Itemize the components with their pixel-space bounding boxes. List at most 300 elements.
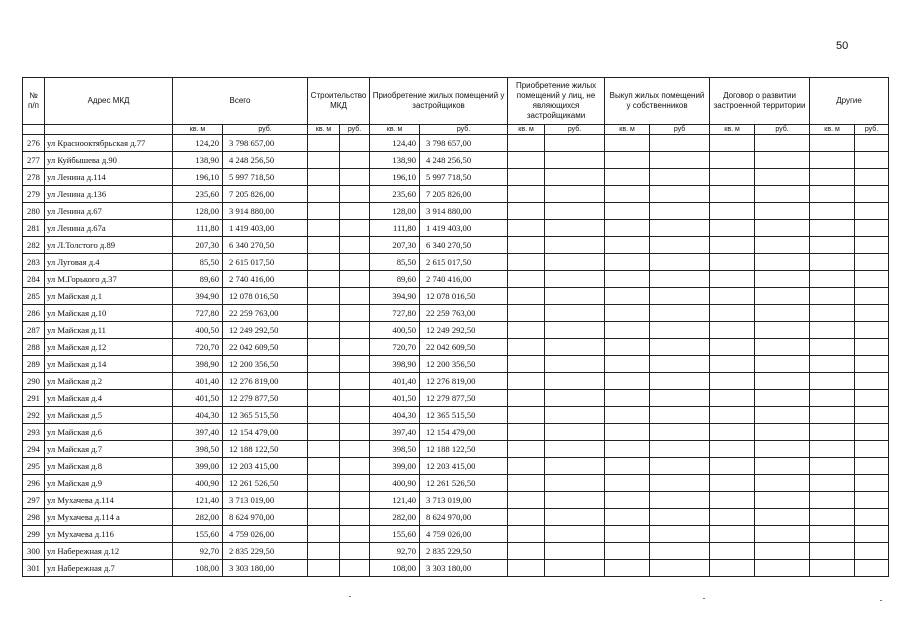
row-other-area bbox=[810, 203, 855, 220]
row-address: ул Л.Толстого д.89 bbox=[45, 237, 173, 254]
row-buyout-sum bbox=[650, 390, 710, 407]
row-total-sum: 4 248 256,50 bbox=[223, 152, 308, 169]
row-total-sum: 4 759 026,00 bbox=[223, 526, 308, 543]
row-nondev-area bbox=[508, 339, 545, 356]
table-row bbox=[23, 220, 889, 237]
row-construction-sum bbox=[340, 339, 370, 356]
row-agreement-area bbox=[710, 271, 755, 288]
row-total-sum: 3 798 657,00 bbox=[223, 135, 308, 152]
row-number: 294 bbox=[23, 441, 45, 458]
row-agreement-sum bbox=[755, 169, 810, 186]
row-buyout-area bbox=[605, 152, 650, 169]
row-purchase-area: 128,00 bbox=[370, 203, 420, 220]
row-purchase-sum: 12 154 479,00 bbox=[420, 424, 508, 441]
row-agreement-sum bbox=[755, 322, 810, 339]
unit-sqm: кв. м bbox=[308, 125, 340, 135]
row-other-sum bbox=[855, 458, 889, 475]
row-buyout-area bbox=[605, 322, 650, 339]
row-total-area: 400,90 bbox=[173, 475, 223, 492]
row-purchase-area: 196,10 bbox=[370, 169, 420, 186]
row-buyout-area bbox=[605, 526, 650, 543]
row-other-area bbox=[810, 390, 855, 407]
row-agreement-sum bbox=[755, 237, 810, 254]
row-purchase-area: 89,60 bbox=[370, 271, 420, 288]
row-address: ул Краснооктябрьская д.77 bbox=[45, 135, 173, 152]
row-address: ул Майская д.5 bbox=[45, 407, 173, 424]
row-construction-sum bbox=[340, 356, 370, 373]
row-buyout-area bbox=[605, 135, 650, 152]
row-nondev-sum bbox=[545, 509, 605, 526]
row-address: ул Майская д.2 bbox=[45, 373, 173, 390]
row-construction-area bbox=[308, 560, 340, 577]
row-agreement-sum bbox=[755, 152, 810, 169]
row-construction-sum bbox=[340, 254, 370, 271]
row-total-area: 89,60 bbox=[173, 271, 223, 288]
row-nondev-sum bbox=[545, 305, 605, 322]
row-total-area: 207,30 bbox=[173, 237, 223, 254]
row-purchase-area: 400,50 bbox=[370, 322, 420, 339]
row-nondev-sum bbox=[545, 220, 605, 237]
row-purchase-sum: 12 078 016,50 bbox=[420, 288, 508, 305]
row-total-area: 121,40 bbox=[173, 492, 223, 509]
header-address: Адрес МКД bbox=[45, 78, 173, 125]
row-other-area bbox=[810, 356, 855, 373]
row-number: 291 bbox=[23, 390, 45, 407]
row-construction-area bbox=[308, 305, 340, 322]
row-buyout-area bbox=[605, 254, 650, 271]
row-construction-sum bbox=[340, 152, 370, 169]
row-agreement-area bbox=[710, 424, 755, 441]
row-purchase-sum: 5 997 718,50 bbox=[420, 169, 508, 186]
row-construction-sum bbox=[340, 543, 370, 560]
row-purchase-sum: 12 203 415,00 bbox=[420, 458, 508, 475]
header-other: Другие bbox=[810, 78, 889, 125]
row-construction-area bbox=[308, 373, 340, 390]
row-buyout-sum bbox=[650, 560, 710, 577]
row-nondev-sum bbox=[545, 356, 605, 373]
row-nondev-area bbox=[508, 407, 545, 424]
row-total-area: 138,90 bbox=[173, 152, 223, 169]
row-other-sum bbox=[855, 339, 889, 356]
row-total-sum: 1 419 403,00 bbox=[223, 220, 308, 237]
row-total-sum: 2 835 229,50 bbox=[223, 543, 308, 560]
row-other-sum bbox=[855, 543, 889, 560]
row-purchase-sum: 12 365 515,50 bbox=[420, 407, 508, 424]
row-number: 286 bbox=[23, 305, 45, 322]
row-total-area: 727,80 bbox=[173, 305, 223, 322]
row-purchase-sum: 3 303 180,00 bbox=[420, 560, 508, 577]
row-buyout-sum bbox=[650, 356, 710, 373]
table-row bbox=[23, 169, 889, 186]
row-construction-area bbox=[308, 135, 340, 152]
row-buyout-area bbox=[605, 356, 650, 373]
row-nondev-area bbox=[508, 305, 545, 322]
row-address: ул Набережная д.7 bbox=[45, 560, 173, 577]
row-number: 280 bbox=[23, 203, 45, 220]
row-number: 281 bbox=[23, 220, 45, 237]
row-construction-area bbox=[308, 424, 340, 441]
row-buyout-sum bbox=[650, 475, 710, 492]
row-buyout-sum bbox=[650, 288, 710, 305]
row-purchase-area: 124,40 bbox=[370, 135, 420, 152]
row-buyout-sum bbox=[650, 543, 710, 560]
row-buyout-area bbox=[605, 441, 650, 458]
row-number: 296 bbox=[23, 475, 45, 492]
row-construction-sum bbox=[340, 373, 370, 390]
row-agreement-area bbox=[710, 492, 755, 509]
row-total-sum: 3 914 880,00 bbox=[223, 203, 308, 220]
row-nondev-area bbox=[508, 271, 545, 288]
row-total-sum: 2 740 416,00 bbox=[223, 271, 308, 288]
table-row bbox=[23, 390, 889, 407]
row-total-area: 128,00 bbox=[173, 203, 223, 220]
row-other-area bbox=[810, 509, 855, 526]
table-row bbox=[23, 526, 889, 543]
row-address: ул Набережная д.12 bbox=[45, 543, 173, 560]
row-other-sum bbox=[855, 271, 889, 288]
row-buyout-sum bbox=[650, 169, 710, 186]
row-construction-area bbox=[308, 475, 340, 492]
row-purchase-sum: 7 205 826,00 bbox=[420, 186, 508, 203]
row-total-area: 282,00 bbox=[173, 509, 223, 526]
row-construction-sum bbox=[340, 237, 370, 254]
unit-sqm: кв. м bbox=[710, 125, 755, 135]
row-buyout-sum bbox=[650, 186, 710, 203]
row-buyout-sum bbox=[650, 526, 710, 543]
row-agreement-sum bbox=[755, 441, 810, 458]
row-buyout-sum bbox=[650, 237, 710, 254]
row-agreement-area bbox=[710, 339, 755, 356]
row-purchase-area: 121,40 bbox=[370, 492, 420, 509]
row-purchase-area: 111,80 bbox=[370, 220, 420, 237]
row-agreement-area bbox=[710, 186, 755, 203]
row-number: 300 bbox=[23, 543, 45, 560]
unit-sqm: кв. м bbox=[173, 125, 223, 135]
row-number: 295 bbox=[23, 458, 45, 475]
row-number: 298 bbox=[23, 509, 45, 526]
row-nondev-sum bbox=[545, 135, 605, 152]
row-construction-sum bbox=[340, 271, 370, 288]
row-buyout-area bbox=[605, 475, 650, 492]
row-nondev-area bbox=[508, 475, 545, 492]
row-address: ул Ленина д.114 bbox=[45, 169, 173, 186]
row-construction-area bbox=[308, 186, 340, 203]
row-purchase-area: 92,70 bbox=[370, 543, 420, 560]
row-purchase-sum: 2 835 229,50 bbox=[420, 543, 508, 560]
row-nondev-sum bbox=[545, 458, 605, 475]
row-buyout-sum bbox=[650, 271, 710, 288]
unit-rub: руб. bbox=[545, 125, 605, 135]
row-other-sum bbox=[855, 288, 889, 305]
row-nondev-area bbox=[508, 322, 545, 339]
row-construction-area bbox=[308, 254, 340, 271]
row-address: ул Майская д.11 bbox=[45, 322, 173, 339]
row-total-area: 401,50 bbox=[173, 390, 223, 407]
row-nondev-area bbox=[508, 152, 545, 169]
row-total-sum: 22 259 763,00 bbox=[223, 305, 308, 322]
row-total-sum: 12 078 016,50 bbox=[223, 288, 308, 305]
row-total-sum: 2 615 017,50 bbox=[223, 254, 308, 271]
row-nondev-sum bbox=[545, 390, 605, 407]
table-row bbox=[23, 424, 889, 441]
row-construction-sum bbox=[340, 203, 370, 220]
row-construction-area bbox=[308, 322, 340, 339]
row-number: 285 bbox=[23, 288, 45, 305]
header-buyout-owners: Выкуп жилых помещений у собственников bbox=[605, 78, 710, 125]
row-total-sum: 22 042 609,50 bbox=[223, 339, 308, 356]
row-buyout-area bbox=[605, 407, 650, 424]
row-agreement-area bbox=[710, 390, 755, 407]
row-buyout-area bbox=[605, 509, 650, 526]
row-nondev-area bbox=[508, 288, 545, 305]
row-agreement-sum bbox=[755, 407, 810, 424]
row-number: 278 bbox=[23, 169, 45, 186]
table-row bbox=[23, 407, 889, 424]
row-nondev-sum bbox=[545, 407, 605, 424]
row-buyout-sum bbox=[650, 254, 710, 271]
row-nondev-area bbox=[508, 237, 545, 254]
row-total-area: 394,90 bbox=[173, 288, 223, 305]
row-other-area bbox=[810, 186, 855, 203]
row-nondev-area bbox=[508, 543, 545, 560]
row-other-sum bbox=[855, 305, 889, 322]
row-number: 288 bbox=[23, 339, 45, 356]
row-nondev-sum bbox=[545, 424, 605, 441]
row-construction-area bbox=[308, 407, 340, 424]
row-buyout-sum bbox=[650, 339, 710, 356]
row-other-sum bbox=[855, 560, 889, 577]
row-nondev-area bbox=[508, 424, 545, 441]
row-purchase-area: 400,90 bbox=[370, 475, 420, 492]
row-construction-sum bbox=[340, 526, 370, 543]
row-nondev-area bbox=[508, 356, 545, 373]
row-address: ул Майская д.10 bbox=[45, 305, 173, 322]
row-agreement-area bbox=[710, 254, 755, 271]
row-nondev-sum bbox=[545, 203, 605, 220]
row-nondev-area bbox=[508, 441, 545, 458]
row-other-area bbox=[810, 322, 855, 339]
row-total-area: 92,70 bbox=[173, 543, 223, 560]
row-agreement-sum bbox=[755, 203, 810, 220]
table-row bbox=[23, 135, 889, 152]
row-other-sum bbox=[855, 152, 889, 169]
row-agreement-area bbox=[710, 475, 755, 492]
row-construction-sum bbox=[340, 441, 370, 458]
row-other-sum bbox=[855, 407, 889, 424]
table-row bbox=[23, 441, 889, 458]
row-purchase-area: 85,50 bbox=[370, 254, 420, 271]
row-buyout-sum bbox=[650, 407, 710, 424]
row-nondev-sum bbox=[545, 152, 605, 169]
table-row bbox=[23, 152, 889, 169]
row-nondev-sum bbox=[545, 373, 605, 390]
row-agreement-sum bbox=[755, 305, 810, 322]
row-agreement-area bbox=[710, 373, 755, 390]
row-construction-area bbox=[308, 509, 340, 526]
row-total-sum: 12 188 122,50 bbox=[223, 441, 308, 458]
row-buyout-sum bbox=[650, 152, 710, 169]
row-purchase-sum: 12 188 122,50 bbox=[420, 441, 508, 458]
row-purchase-area: 155,60 bbox=[370, 526, 420, 543]
table-row bbox=[23, 322, 889, 339]
row-construction-area bbox=[308, 543, 340, 560]
row-nondev-area bbox=[508, 135, 545, 152]
row-nondev-sum bbox=[545, 543, 605, 560]
row-other-sum bbox=[855, 356, 889, 373]
row-address: ул Майская д.8 bbox=[45, 458, 173, 475]
row-construction-area bbox=[308, 288, 340, 305]
row-total-area: 397,40 bbox=[173, 424, 223, 441]
row-purchase-sum: 3 713 019,00 bbox=[420, 492, 508, 509]
row-other-area bbox=[810, 254, 855, 271]
row-nondev-area bbox=[508, 492, 545, 509]
row-construction-sum bbox=[340, 492, 370, 509]
row-purchase-area: 398,50 bbox=[370, 441, 420, 458]
row-nondev-area bbox=[508, 526, 545, 543]
row-number: 299 bbox=[23, 526, 45, 543]
row-buyout-sum bbox=[650, 322, 710, 339]
row-address: ул Луговая д.4 bbox=[45, 254, 173, 271]
row-buyout-area bbox=[605, 305, 650, 322]
row-buyout-area bbox=[605, 543, 650, 560]
row-nondev-sum bbox=[545, 339, 605, 356]
row-address: ул М.Горького д.37 bbox=[45, 271, 173, 288]
row-agreement-sum bbox=[755, 254, 810, 271]
row-buyout-area bbox=[605, 186, 650, 203]
row-total-sum: 12 249 292,50 bbox=[223, 322, 308, 339]
row-purchase-area: 399,00 bbox=[370, 458, 420, 475]
row-other-sum bbox=[855, 424, 889, 441]
row-other-area bbox=[810, 424, 855, 441]
row-other-area bbox=[810, 169, 855, 186]
row-purchase-sum: 2 740 416,00 bbox=[420, 271, 508, 288]
row-buyout-area bbox=[605, 424, 650, 441]
row-nondev-area bbox=[508, 373, 545, 390]
row-agreement-area bbox=[710, 458, 755, 475]
row-other-area bbox=[810, 271, 855, 288]
row-number: 279 bbox=[23, 186, 45, 203]
row-total-sum: 3 303 180,00 bbox=[223, 560, 308, 577]
row-buyout-area bbox=[605, 169, 650, 186]
row-address: ул Майская д.9 bbox=[45, 475, 173, 492]
row-agreement-sum bbox=[755, 271, 810, 288]
row-purchase-sum: 3 798 657,00 bbox=[420, 135, 508, 152]
table-row bbox=[23, 373, 889, 390]
row-total-sum: 6 340 270,50 bbox=[223, 237, 308, 254]
row-purchase-sum: 3 914 880,00 bbox=[420, 203, 508, 220]
row-buyout-sum bbox=[650, 203, 710, 220]
row-purchase-area: 720,70 bbox=[370, 339, 420, 356]
row-total-area: 398,50 bbox=[173, 441, 223, 458]
unit-rub: руб. bbox=[223, 125, 308, 135]
scan-speck bbox=[880, 600, 882, 601]
row-construction-sum bbox=[340, 135, 370, 152]
row-construction-area bbox=[308, 492, 340, 509]
row-other-sum bbox=[855, 441, 889, 458]
row-agreement-sum bbox=[755, 475, 810, 492]
row-purchase-area: 235,60 bbox=[370, 186, 420, 203]
table-row bbox=[23, 186, 889, 203]
row-total-sum: 3 713 019,00 bbox=[223, 492, 308, 509]
row-purchase-sum: 12 279 877,50 bbox=[420, 390, 508, 407]
row-other-area bbox=[810, 220, 855, 237]
row-purchase-sum: 12 261 526,50 bbox=[420, 475, 508, 492]
scan-speck bbox=[703, 598, 705, 599]
row-construction-sum bbox=[340, 390, 370, 407]
row-address: ул Ленина д.67а bbox=[45, 220, 173, 237]
row-buyout-sum bbox=[650, 509, 710, 526]
row-other-area bbox=[810, 560, 855, 577]
unit-rub: руб. bbox=[755, 125, 810, 135]
row-buyout-sum bbox=[650, 424, 710, 441]
row-agreement-sum bbox=[755, 543, 810, 560]
row-purchase-area: 138,90 bbox=[370, 152, 420, 169]
row-address: ул Майская д.12 bbox=[45, 339, 173, 356]
row-other-area bbox=[810, 458, 855, 475]
row-nondev-sum bbox=[545, 288, 605, 305]
row-agreement-area bbox=[710, 169, 755, 186]
row-other-sum bbox=[855, 254, 889, 271]
row-other-sum bbox=[855, 373, 889, 390]
row-construction-area bbox=[308, 152, 340, 169]
table-row bbox=[23, 458, 889, 475]
row-number: 284 bbox=[23, 271, 45, 288]
row-address: ул Майская д.1 bbox=[45, 288, 173, 305]
row-construction-area bbox=[308, 390, 340, 407]
row-total-area: 108,00 bbox=[173, 560, 223, 577]
row-construction-area bbox=[308, 169, 340, 186]
row-construction-area bbox=[308, 441, 340, 458]
row-nondev-sum bbox=[545, 475, 605, 492]
row-nondev-sum bbox=[545, 169, 605, 186]
header-row bbox=[23, 78, 889, 125]
row-number: 293 bbox=[23, 424, 45, 441]
row-total-area: 196,10 bbox=[173, 169, 223, 186]
header-purchase-non-developers: Приобретение жилых помещений у лиц, не являющихся застройщиками bbox=[508, 78, 605, 125]
row-total-sum: 12 154 479,00 bbox=[223, 424, 308, 441]
row-buyout-sum bbox=[650, 492, 710, 509]
row-other-area bbox=[810, 475, 855, 492]
housing-table bbox=[22, 77, 889, 577]
row-purchase-sum: 8 624 970,00 bbox=[420, 509, 508, 526]
row-purchase-area: 401,40 bbox=[370, 373, 420, 390]
row-buyout-sum bbox=[650, 220, 710, 237]
row-other-sum bbox=[855, 526, 889, 543]
row-buyout-sum bbox=[650, 373, 710, 390]
row-agreement-sum bbox=[755, 560, 810, 577]
row-other-area bbox=[810, 339, 855, 356]
row-construction-area bbox=[308, 203, 340, 220]
row-address: ул Мухачева д.114 а bbox=[45, 509, 173, 526]
row-buyout-area bbox=[605, 560, 650, 577]
row-construction-sum bbox=[340, 220, 370, 237]
row-construction-area bbox=[308, 356, 340, 373]
row-total-area: 401,40 bbox=[173, 373, 223, 390]
row-total-area: 235,60 bbox=[173, 186, 223, 203]
row-number: 289 bbox=[23, 356, 45, 373]
row-other-sum bbox=[855, 186, 889, 203]
row-total-area: 155,60 bbox=[173, 526, 223, 543]
table-row bbox=[23, 543, 889, 560]
row-nondev-sum bbox=[545, 526, 605, 543]
row-address: ул Ленина д.67 bbox=[45, 203, 173, 220]
header-development-agreement: Договор о развитии застроенной территории bbox=[710, 78, 810, 125]
row-construction-area bbox=[308, 237, 340, 254]
row-purchase-area: 401,50 bbox=[370, 390, 420, 407]
row-nondev-sum bbox=[545, 271, 605, 288]
row-total-sum: 12 203 415,00 bbox=[223, 458, 308, 475]
row-total-sum: 5 997 718,50 bbox=[223, 169, 308, 186]
